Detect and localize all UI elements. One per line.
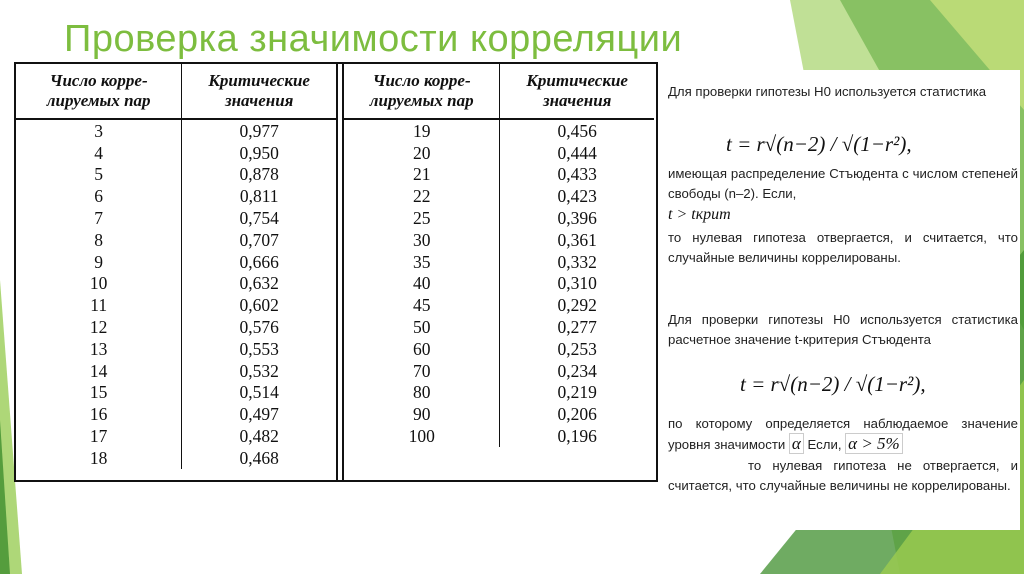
t-statistic-formula: t = r√(n−2) / √(1−r²), — [726, 132, 912, 156]
critical-value-cell: 0,950 — [239, 142, 279, 163]
critical-value-cell: 0,754 — [239, 208, 279, 229]
explanation-panel — [660, 70, 1020, 530]
pairs-cell: 17 — [16, 425, 182, 447]
pairs-cell: 100 — [344, 425, 500, 447]
critical-value-cell: 0,878 — [239, 164, 279, 185]
header-pairs-right: Число корре- лируемых пар — [344, 64, 500, 119]
paragraph-3: то нулевая гипотеза отвергается, и считается, что случайные величины коррелированы. — [668, 230, 1018, 265]
critical-value-cell: 0,219 — [557, 382, 597, 403]
critical-value-cell: 0,553 — [239, 338, 279, 359]
table-separator — [336, 64, 344, 480]
table-row — [16, 382, 336, 404]
table-row — [16, 360, 336, 382]
header-critical-left: Критические значения — [182, 64, 336, 119]
table-row — [344, 229, 654, 251]
table-row — [16, 207, 336, 229]
pairs-cell: 12 — [16, 316, 182, 338]
critical-value-cell: 0,433 — [557, 164, 597, 185]
critical-value-cell: 0,456 — [557, 120, 597, 141]
pairs-cell: 35 — [344, 251, 500, 273]
pairs-cell: 45 — [344, 294, 500, 316]
table-row — [16, 316, 336, 338]
table-right — [344, 64, 654, 447]
page-title: Проверка значимости корреляции — [64, 18, 683, 60]
pairs-cell: 60 — [344, 338, 500, 360]
pairs-cell: 21 — [344, 164, 500, 186]
table-row — [344, 338, 654, 360]
critical-value-cell: 0,332 — [557, 251, 597, 272]
table-row — [16, 251, 336, 273]
pairs-cell: 19 — [344, 119, 500, 142]
alpha-condition: α > 5% — [845, 433, 903, 454]
critical-value-cell: 0,532 — [239, 360, 279, 381]
critical-value-cell: 0,576 — [239, 317, 279, 338]
paragraph-5-text: по которому определяется наблюдаемое значение уровня значимости — [668, 416, 1018, 452]
table-row — [16, 403, 336, 425]
table-row — [344, 294, 654, 316]
header-critical-right: Критические значения — [500, 64, 654, 119]
pairs-cell: 13 — [16, 338, 182, 360]
inequality-t-crit: t > tкрит — [668, 206, 731, 223]
critical-value-cell: 0,253 — [557, 338, 597, 359]
pairs-cell: 16 — [16, 403, 182, 425]
table-row — [344, 185, 654, 207]
pairs-cell: 8 — [16, 229, 182, 251]
pairs-cell: 25 — [344, 207, 500, 229]
pairs-cell: 30 — [344, 229, 500, 251]
critical-value-cell: 0,234 — [557, 360, 597, 381]
table-left — [16, 64, 336, 469]
paragraph-4: Для проверки гипотезы Н0 используется статистика расчетное значение t-критерия Стъюдента — [668, 312, 1018, 347]
table-row — [344, 207, 654, 229]
table-row — [16, 119, 336, 142]
pairs-cell: 4 — [16, 142, 182, 164]
pairs-cell: 70 — [344, 360, 500, 382]
critical-value-cell: 0,206 — [557, 404, 597, 425]
table-row — [344, 316, 654, 338]
alpha-symbol: α — [789, 433, 804, 454]
table-row — [16, 164, 336, 186]
critical-value-cell: 0,482 — [239, 426, 279, 447]
table-row — [16, 229, 336, 251]
table-row — [16, 185, 336, 207]
pairs-cell: 14 — [16, 360, 182, 382]
paragraph-5 — [668, 414, 1018, 455]
critical-value-cell: 0,707 — [239, 229, 279, 250]
table-row — [344, 119, 654, 142]
table-row — [344, 273, 654, 295]
paragraph-6: то нулевая гипотеза не отвергается, и считается, что случайные величины не коррелированы. — [668, 458, 1018, 493]
pairs-cell: 20 — [344, 142, 500, 164]
table-row — [16, 294, 336, 316]
critical-value-cell: 0,602 — [239, 295, 279, 316]
pairs-cell: 22 — [344, 185, 500, 207]
table-row — [344, 251, 654, 273]
paragraph-2: имеющая распределение Стъюдента с числом степеней свободы (n–2). Если, — [668, 166, 1018, 201]
table-row — [16, 273, 336, 295]
pairs-cell: 90 — [344, 403, 500, 425]
critical-value-cell: 0,310 — [557, 273, 597, 294]
critical-value-cell: 0,396 — [557, 208, 597, 229]
critical-value-cell: 0,361 — [557, 229, 597, 250]
pairs-cell: 50 — [344, 316, 500, 338]
pairs-cell: 7 — [16, 207, 182, 229]
critical-value-cell: 0,632 — [239, 273, 279, 294]
header-pairs-left: Число корре- лируемых пар — [16, 64, 182, 119]
pairs-cell: 5 — [16, 164, 182, 186]
table-row — [16, 425, 336, 447]
critical-value-cell: 0,292 — [557, 295, 597, 316]
table-row — [344, 382, 654, 404]
table-row — [16, 338, 336, 360]
pairs-cell: 11 — [16, 294, 182, 316]
critical-values-table — [14, 62, 658, 482]
critical-value-cell: 0,468 — [239, 447, 279, 468]
critical-value-cell: 0,514 — [239, 382, 279, 403]
t-statistic-formula-2: t = r√(n−2) / √(1−r²), — [740, 372, 926, 396]
pairs-cell: 18 — [16, 447, 182, 469]
paragraph-5-if: Если, — [807, 437, 842, 452]
table-row — [16, 142, 336, 164]
table-row — [344, 360, 654, 382]
pairs-cell: 3 — [16, 119, 182, 142]
pairs-cell: 80 — [344, 382, 500, 404]
pairs-cell: 9 — [16, 251, 182, 273]
critical-value-cell: 0,444 — [557, 142, 597, 163]
table-row — [344, 403, 654, 425]
pairs-cell: 40 — [344, 273, 500, 295]
table-row — [344, 425, 654, 447]
table-row — [344, 164, 654, 186]
critical-value-cell: 0,977 — [239, 120, 279, 141]
critical-value-cell: 0,277 — [557, 317, 597, 338]
pairs-cell: 15 — [16, 382, 182, 404]
table-row — [344, 142, 654, 164]
pairs-cell: 10 — [16, 273, 182, 295]
critical-value-cell: 0,423 — [557, 186, 597, 207]
critical-value-cell: 0,196 — [557, 426, 597, 447]
pairs-cell: 6 — [16, 185, 182, 207]
critical-value-cell: 0,666 — [239, 251, 279, 272]
table-row — [16, 447, 336, 469]
paragraph-1: Для проверки гипотезы Н0 используется статистика — [668, 84, 987, 99]
critical-value-cell: 0,497 — [239, 404, 279, 425]
critical-value-cell: 0,811 — [239, 186, 279, 207]
